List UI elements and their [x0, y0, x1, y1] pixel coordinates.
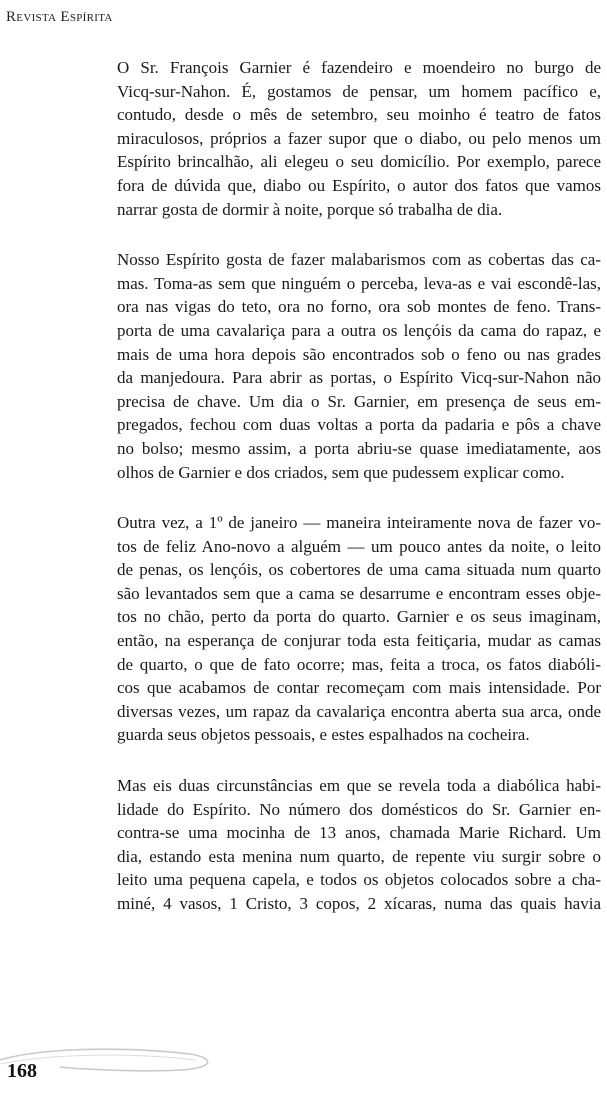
text-line: Mas eis duas circunstâncias em que se revela toda a diabólica habi- [117, 776, 601, 796]
text-line: mas. Toma-as sem que ninguém o perceba, leva-as e vai escondê-las, [117, 273, 601, 293]
paragraph-2 [117, 248, 601, 484]
text-line: então, na esperança de conjurar toda esta feitiçaria, mudar as camas [117, 631, 601, 651]
text-line: no bolso; mesmo assim, a porta abriu-se quase imediatamente, aos [117, 438, 601, 458]
text-line: pregados, fechou com duas voltas a porta da padaria e pôs a chave [117, 415, 601, 435]
text-line: Outra vez, a 1º de janeiro — maneira inteiramente nova de fazer vo- [117, 513, 601, 533]
text-line: dia, estando esta menina num quarto, de repente viu surgir sobre o [117, 846, 601, 866]
text-line: narrar gosta de dormir à noite, porque só trabalha de dia. [117, 199, 503, 219]
text-line: leito uma pequena capela, e todos os objetos colocados sobre a cha- [117, 870, 601, 890]
text-line: Espírito brincalhão, ali elegeu o seu domicílio. Por exemplo, parece [117, 152, 601, 172]
text-line: fora de dúvida que, diabo ou Espírito, o autor dos fatos que vamos [117, 175, 601, 195]
page-number: 168 [7, 1060, 37, 1082]
text-line: lidade do Espírito. No número dos domésticos do Sr. Garnier en- [117, 799, 601, 819]
text-line: diversas vezes, um rapaz da cavalariça encontra aberta sua arca, onde [117, 701, 601, 721]
running-head: Revista Espírita [6, 9, 113, 25]
text-line: miraculosos, próprios a fazer supor que o diabo, ou pelo menos um [117, 128, 601, 148]
text-line: contra-se uma mocinha de 13 anos, chamada Marie Richard. Um [117, 823, 601, 843]
text-line: cos que acabamos de contar recomeçam com mais intensidade. Por [117, 678, 601, 698]
text-line: tos no chão, perto da porta do quarto. Garnier e os seus imaginam, [117, 607, 601, 627]
text-line: Nosso Espírito gosta de fazer malabarismos com as cobertas das ca- [117, 250, 601, 270]
text-line: miné, 4 vasos, 1 Cristo, 3 copos, 2 xícaras, numa das quais havia [117, 894, 601, 913]
text-line: Vicq-sur-Nahon. É, gostamos de pensar, um homem pacífico e, [117, 81, 601, 101]
text-line: de quarto, o que de fato ocorre; mas, feita a troca, os fatos diabóli- [117, 654, 601, 674]
body-text [117, 56, 601, 943]
text-line: tos de feliz Ano-novo a alguém — um pouco antes da noite, o leito [117, 536, 601, 556]
paragraph-4 [117, 774, 601, 916]
text-line: guarda seus objetos pessoais, e estes espalhados na cocheira. [117, 725, 530, 745]
text-line: da manjedoura. Para abrir as portas, o Espírito Vicq-sur-Nahon não [117, 368, 601, 388]
text-line: contudo, desde o mês de setembro, seu moinho é teatro de fatos [117, 105, 601, 125]
text-line: de penas, os lençóis, os cobertores de uma cama situada num quarto [117, 560, 601, 580]
paragraph-1 [117, 56, 601, 221]
text-line: são levantados sem que a cama se desarrume e encontram esses obje- [117, 583, 601, 603]
text-line: porta de uma cavalariça para a outra os lençóis da cama do rapaz, e [117, 320, 601, 340]
text-line: O Sr. François Garnier é fazendeiro e moendeiro no burgo de [117, 58, 601, 77]
text-line: olhos de Garnier e dos criados, sem que pudessem explicar como. [117, 462, 565, 482]
text-line: ora nas vigas do teto, ora no forno, ora sob montes de feno. Trans- [117, 297, 601, 317]
text-line: mais de uma hora depois são encontrados sob o feno ou nas grades [117, 344, 601, 364]
paragraph-3 [117, 511, 601, 747]
text-line: precisa de chave. Um dia o Sr. Garnier, em presença de seus em- [117, 391, 601, 411]
